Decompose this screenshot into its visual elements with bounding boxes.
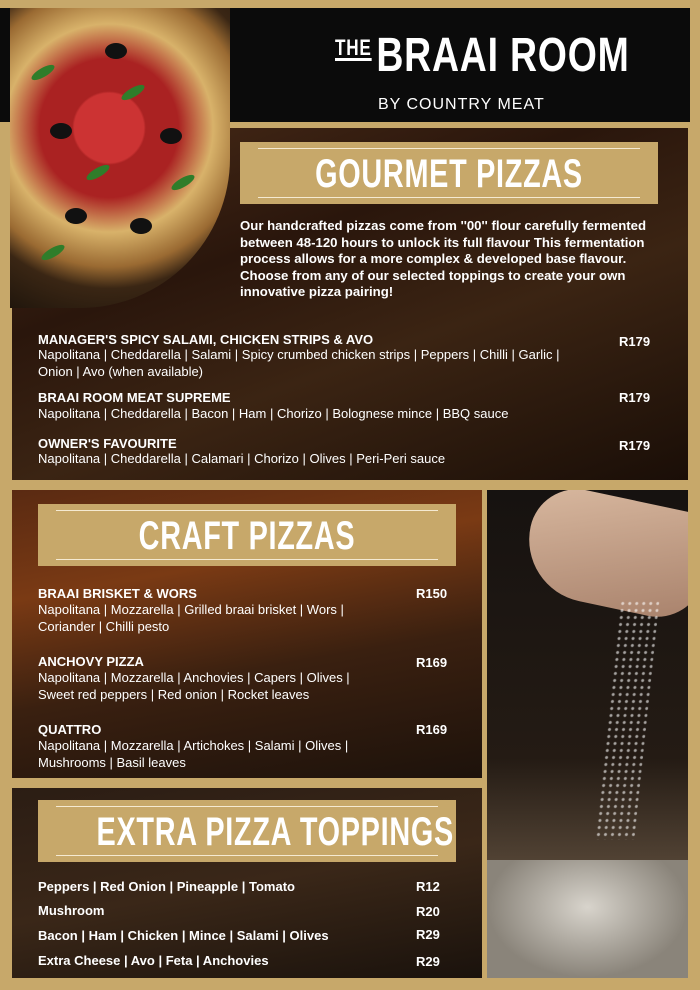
craft-banner (38, 504, 456, 566)
item-name: BRAAI ROOM MEAT SUPREME (38, 390, 231, 405)
topping-name: Bacon | Ham | Chicken | Mince | Salami | Olives (38, 928, 329, 943)
craft-title: CRAFT PIZZAS (138, 514, 356, 558)
brand-the: THE (335, 35, 372, 60)
topping-name: Peppers | Red Onion | Pineapple | Tomato (38, 879, 295, 894)
craft-section (12, 490, 482, 778)
item-description: Napolitana | Mozzarella | Artichokes | Salami | Olives | Mushrooms | Basil leaves (38, 738, 349, 770)
topping-price: R20 (416, 904, 440, 919)
item-description: Napolitana | Cheddarella | Salami | Spicy crumbed chicken strips | Peppers | Chilli | Garlic | Onion | Avo (when available) (38, 347, 560, 379)
item-description: Napolitana | Cheddarella | Bacon | Ham | Chorizo | Bolognese mince | BBQ sauce (38, 406, 509, 421)
item-name: QUATTRO (38, 722, 102, 737)
item-price: R179 (619, 438, 651, 453)
gourmet-intro: Our handcrafted pizzas come from ''00'' flour carefully fermented between 48-120 hours to unlock its full flavour This fermentation process allows for a more complex & developed base flavour. Choose from any of our selected toppings to create your own innovative pizza pairing! (240, 218, 647, 299)
item-name: MANAGER'S SPICY SALAMI, CHICKEN STRIPS & AVO (38, 332, 374, 347)
item-name: BRAAI BRISKET & WORS (38, 586, 197, 601)
extra-toppings-section (12, 788, 482, 978)
dough-counter (487, 860, 688, 978)
brand-logo (335, 28, 630, 83)
extra-title: EXTRA PIZZA TOPPINGS (96, 810, 454, 854)
gourmet-title: GOURMET PIZZAS (315, 152, 583, 196)
item-name: OWNER'S FAVOURITE (38, 436, 177, 451)
item-description: Napolitana | Mozzarella | Anchovies | Capers | Olives | Sweet red peppers | Red onion | Rocket leaves (38, 670, 350, 702)
brand-subtitle: BY COUNTRY MEAT (378, 96, 545, 113)
brand-name: BRAAI ROOM (376, 29, 630, 82)
item-price: R169 (416, 655, 448, 670)
hand-image (518, 490, 688, 626)
flour-hand-photo (487, 490, 688, 978)
topping-price: R29 (416, 927, 440, 942)
extra-banner (38, 800, 456, 862)
item-price: R150 (416, 586, 448, 601)
topping-price: R12 (416, 879, 440, 894)
item-price: R179 (619, 390, 651, 405)
topping-price: R29 (416, 954, 440, 969)
topping-name: Extra Cheese | Avo | Feta | Anchovies (38, 953, 269, 968)
gourmet-banner (240, 142, 658, 204)
item-description: Napolitana | Mozzarella | Grilled braai brisket | Wors | Coriander | Chilli pesto (38, 602, 344, 634)
item-description: Napolitana | Cheddarella | Calamari | Chorizo | Olives | Peri-Peri sauce (38, 451, 446, 466)
item-name: ANCHOVY PIZZA (38, 654, 144, 669)
item-price: R179 (619, 334, 651, 349)
item-price: R169 (416, 722, 448, 737)
topping-name: Mushroom (38, 903, 105, 918)
flour-dust (594, 600, 659, 840)
